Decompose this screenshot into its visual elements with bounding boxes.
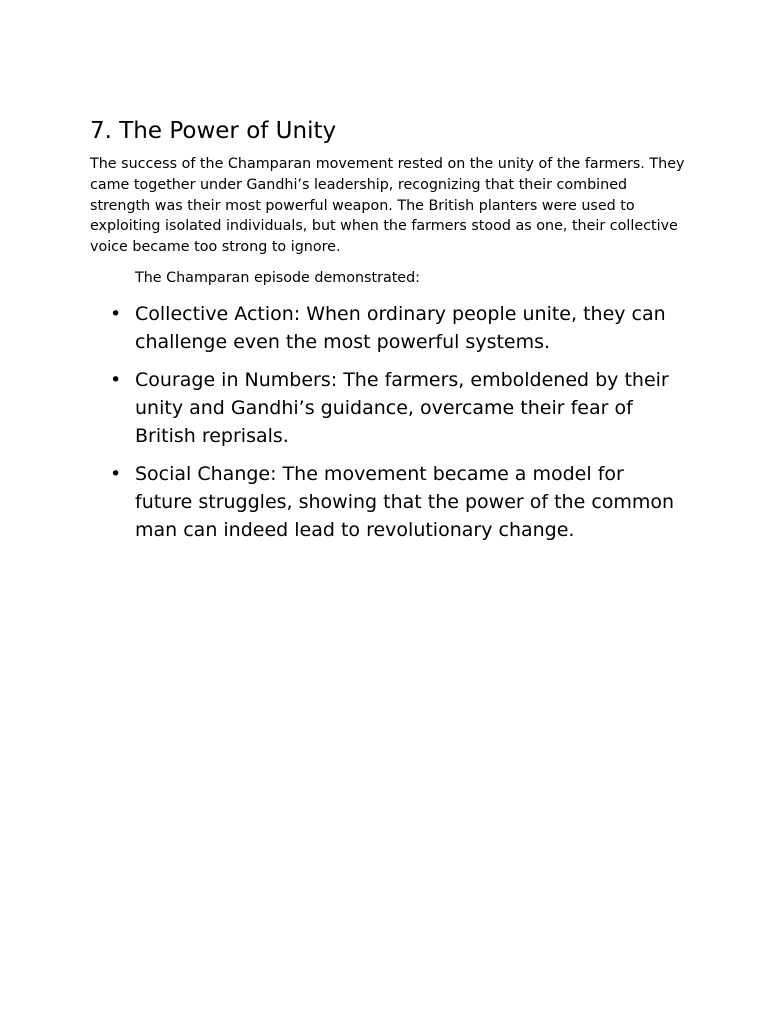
bullet-item-courage-in-numbers [90,366,680,450]
bullet-icon: • [110,368,122,391]
bullet-text: Collective Action: When ordinary people unite, they can challenge even the most powerful systems. [135,302,666,353]
intro-paragraph: The success of the Champaran movement rested on the unity of the farmers. They came together under Gandhi’s leadership, recognizing that their combined strength was their most powerful weapon. The British planters were used to exploiting isolated individuals, but when the farmers stood as one, their collective voice became too strong to ignore. [90,156,685,256]
bullet-text: Courage in Numbers: The farmers, emboldened by their unity and Gandhi’s guidance, overcame their fear of British reprisals. [135,368,669,447]
section-heading: 7. The Power of Unity [90,118,337,144]
bullet-icon: • [110,302,122,325]
bullet-item-social-change [90,460,680,544]
bullet-text: Social Change: The movement became a model for future struggles, showing that the power of the common man can indeed lead to revolutionary change. [135,462,675,541]
bullet-item-collective-action [90,300,680,356]
list-lead-text: The Champaran episode demonstrated: [135,269,420,286]
bullet-list [90,300,690,544]
bullet-icon: • [110,462,122,485]
page-content [90,114,690,554]
